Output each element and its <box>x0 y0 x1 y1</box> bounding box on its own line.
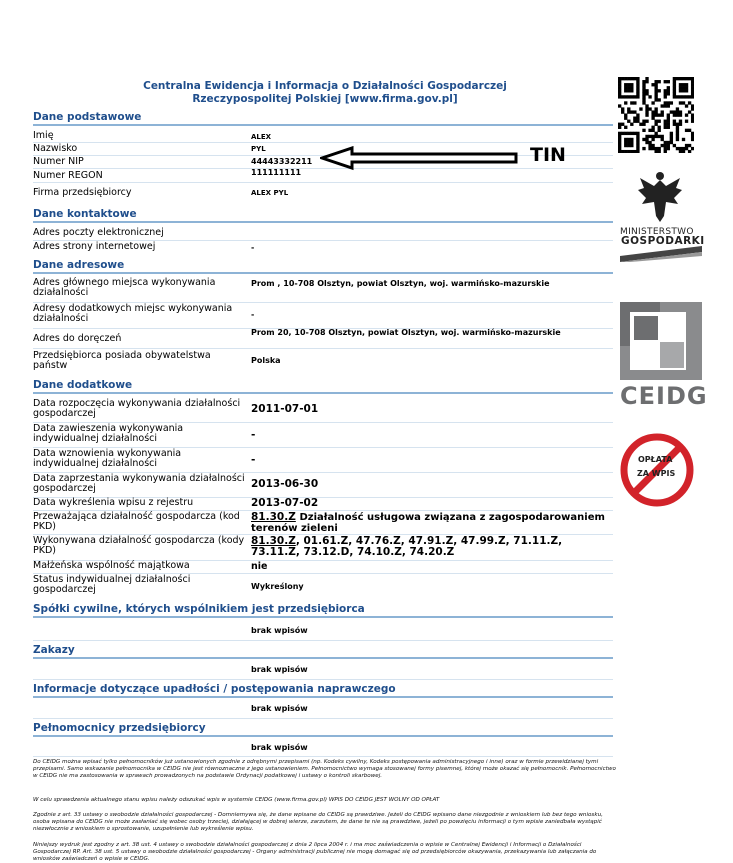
bans-no-entries: brak wpisów <box>251 665 308 674</box>
value-nip: 44443332211 <box>251 157 313 166</box>
label-email: Adres poczty elektronicznej <box>33 227 164 238</box>
label-marriage: Małżeńska wspólność majątkowa <box>33 560 190 571</box>
bans-divider <box>33 679 613 680</box>
row-address-main <box>33 276 613 303</box>
value-imie: ALEX <box>251 133 272 141</box>
label-suspend-date: Data zawieszenia wykonywania indywidualnej działalności <box>33 423 184 444</box>
label-resume-date: Data wznowienia wykonywania indywidualnej działalności <box>33 448 182 469</box>
label-pkd-all: Wykonywana działalność gospodarcza (kody PKD) <box>33 535 245 556</box>
value-nazwisko: PYL <box>251 145 266 153</box>
pkd-all-first: 81.30.Z <box>251 535 296 547</box>
section-bankruptcy: Informacje dotyczące upadłości / postępowania naprawczego <box>33 682 613 698</box>
proxies-no-entries: brak wpisów <box>251 743 308 752</box>
ceidg-logo-icon <box>620 302 702 380</box>
value-regon: 111111111 <box>251 168 302 177</box>
section-proxies: Pełnomocnicy przedsiębiorcy <box>33 721 613 737</box>
stamp-text-1: OPŁATA <box>638 455 673 464</box>
value-suspend-date: - <box>251 429 256 441</box>
label-address-extra: Adresy dodatkowych miejsc wykonywania działalności <box>33 303 233 324</box>
ministry-line-1: MINISTERSTWO <box>620 227 694 237</box>
value-address-main: Prom , 10-708 Olsztyn, powiat Olsztyn, woj. warmińsko-mazurskie <box>251 279 550 288</box>
label-nip: Numer NIP <box>33 156 84 167</box>
row-resume-date <box>33 447 613 473</box>
section-contact: Dane kontaktowe <box>33 207 613 223</box>
value-address-extra: - <box>251 310 255 319</box>
row-suspend-date <box>33 422 613 448</box>
value-resume-date: - <box>251 454 256 466</box>
partnerships-no-entries: brak wpisów <box>251 626 308 635</box>
row-pkd-all <box>33 534 613 561</box>
document-title <box>60 80 590 106</box>
row-firma <box>33 182 613 202</box>
value-pkd-all <box>251 536 611 558</box>
row-address-extra <box>33 302 613 329</box>
label-citizenship: Przedsiębiorca posiada obywatelstwa państw <box>33 350 211 371</box>
pkd-main-desc: Działalność usługowa związana z zagospodarowaniem terenów zieleni <box>251 512 605 534</box>
row-address-delivery <box>33 328 613 349</box>
row-www <box>33 240 613 256</box>
label-firma: Firma przedsiębiorcy <box>33 187 132 198</box>
label-end-date: Data zaprzestania wykonywania działalności gospodarczej <box>33 473 245 494</box>
label-imie: Imię <box>33 130 54 141</box>
section-additional: Dane dodatkowe <box>33 378 613 394</box>
title-line-1: Centralna Ewidencja i Informacja o Działalności Gospodarczej <box>143 80 507 92</box>
annotation-label: TIN <box>530 144 566 166</box>
label-pkd-main: Przeważająca działalność gospodarcza (kod PKD) <box>33 511 240 532</box>
bankruptcy-no-entries: brak wpisów <box>251 704 308 713</box>
label-www: Adres strony internetowej <box>33 241 156 252</box>
label-delete-date: Data wykreślenia wpisu z rejestru <box>33 497 194 508</box>
partnerships-divider <box>33 640 613 641</box>
label-regon: Numer REGON <box>33 170 103 181</box>
value-marriage: nie <box>251 561 268 572</box>
section-bans: Zakazy <box>33 643 613 659</box>
row-start-date <box>33 397 613 423</box>
row-delete-date <box>33 497 613 511</box>
title-line-2: Rzeczypospolitej Polskiej [www.firma.gov.pl] <box>192 93 458 105</box>
footer-art38-note: Niniejszy wydruk jest zgodny z art. 38 ust. 4 ustawy o swobodzie działalności gospodarczej z dnia 2 lipca 2004 r. i ma moc zaświadczenia o wpisie w Centralnej Ewidencji i Informacji o Działalności Gospodarczej RP. Art. 38 ust. 5 ustawy o swobodzie działalności gospodarczej - Organy administracji publicznej nie mogą domagać się od przedsiębiorców okazywania, przekazywania lub załączania do wniosków zaświadczeń o wpisie w CEIDG. <box>33 842 597 862</box>
value-delete-date: 2013-07-02 <box>251 497 319 509</box>
value-start-date: 2011-07-01 <box>251 403 319 415</box>
row-imie <box>33 129 613 143</box>
annotation-arrow <box>320 146 520 172</box>
row-email <box>33 226 613 241</box>
pkd-all-rest: , 01.61.Z, 47.76.Z, 47.91.Z, 47.99.Z, 71.11.Z, 73.11.Z, 73.12.D, 74.10.Z, 74.20.Z <box>251 535 563 558</box>
value-www: - <box>251 243 255 252</box>
value-citizenship: Polska <box>251 356 281 365</box>
section-basic: Dane podstawowe <box>33 110 613 126</box>
label-nazwisko: Nazwisko <box>33 143 78 154</box>
bankruptcy-divider <box>33 718 613 719</box>
value-firma: ALEX PYL <box>251 189 289 197</box>
row-pkd-main <box>33 510 613 535</box>
value-address-delivery: Prom 20, 10-708 Olsztyn, powiat Olsztyn, woj. warmińsko-mazurskie <box>251 328 561 337</box>
footer-proxies-note: Do CEIDG można wpisać tylko pełnomocników już ustanowionych zgodnie z odrębnymi przepisami (np. Kodeks cywilny, Kodeks postępowania administracyjnego i inne) oraz w formie przewidzianej tymi przepisami. Samo wskazanie pełnomocnika w CEIDG nie jest równoznaczne z jego ustanowieniem. Pełnomocnictwo wymaga stosowanej formy pisemnej, której może okazać się pełnomocnik. Pełnomocnictwo w CEIDG nie ma zastosowania w sprawach prowadzonych na podstawie Ordynacji podatkowej i ustawy o kontroli skarbowej. <box>33 759 616 779</box>
row-status <box>33 573 613 599</box>
section-partnerships: Spółki cywilne, których wspólnikiem jest przedsiębiorca <box>33 602 613 618</box>
ministry-line-2: GOSPODARKI <box>621 235 705 247</box>
value-pkd-main <box>251 512 611 534</box>
footer-art33-note: Zgodnie z art. 33 ustawy o swobodzie działalności gospodarczej - Domniemywa się, że dane wpisane do CEIDG są prawdziwe. Jeżeli do CEIDG wpisano dane niezgodnie z wnioskiem lub bez tego wniosku, osoba wpisana do CEIDG nie może zasłaniać się wobec osoby trzeciej, działającej w dobrej wierze, zarzutem, że dane te nie są prawdziwe, jeżeli po powzięciu informacji o tym wpisie zaniedbała wystąpić niezwłocznie z wnioskiem o sprostowanie, uzupełnienie lub wykreślenie wpisu. <box>33 812 603 832</box>
ceidg-logo-text: CEIDG <box>620 382 708 410</box>
stamp-text-2: ZA WPIS <box>637 469 676 478</box>
label-status: Status indywidualnej działalności gospodarczej <box>33 574 191 595</box>
value-status: Wykreślony <box>251 582 304 591</box>
label-address-delivery: Adres do doręczeń <box>33 333 122 344</box>
section-address: Dane adresowe <box>33 258 613 274</box>
label-address-main: Adres głównego miejsca wykonywania działalności <box>33 277 216 298</box>
qr-code <box>618 77 694 153</box>
pkd-main-code: 81.30.Z <box>251 511 296 523</box>
row-end-date <box>33 472 613 498</box>
value-end-date: 2013-06-30 <box>251 478 319 490</box>
eagle-emblem-icon <box>636 170 684 224</box>
label-start-date: Data rozpoczęcia wykonywania działalności gospodarczej <box>33 398 241 419</box>
ministry-stripes <box>620 246 702 262</box>
row-citizenship <box>33 348 613 374</box>
proxies-divider <box>33 756 613 757</box>
footer-check-note: W celu sprawdzenia aktualnego stanu wpisu należy odszukać wpis w systemie CEIDG (www.firma.gov.pl) WPIS DO CEIDG JEST WOLNY OD OPŁAT <box>33 797 440 803</box>
row-marriage <box>33 560 613 574</box>
